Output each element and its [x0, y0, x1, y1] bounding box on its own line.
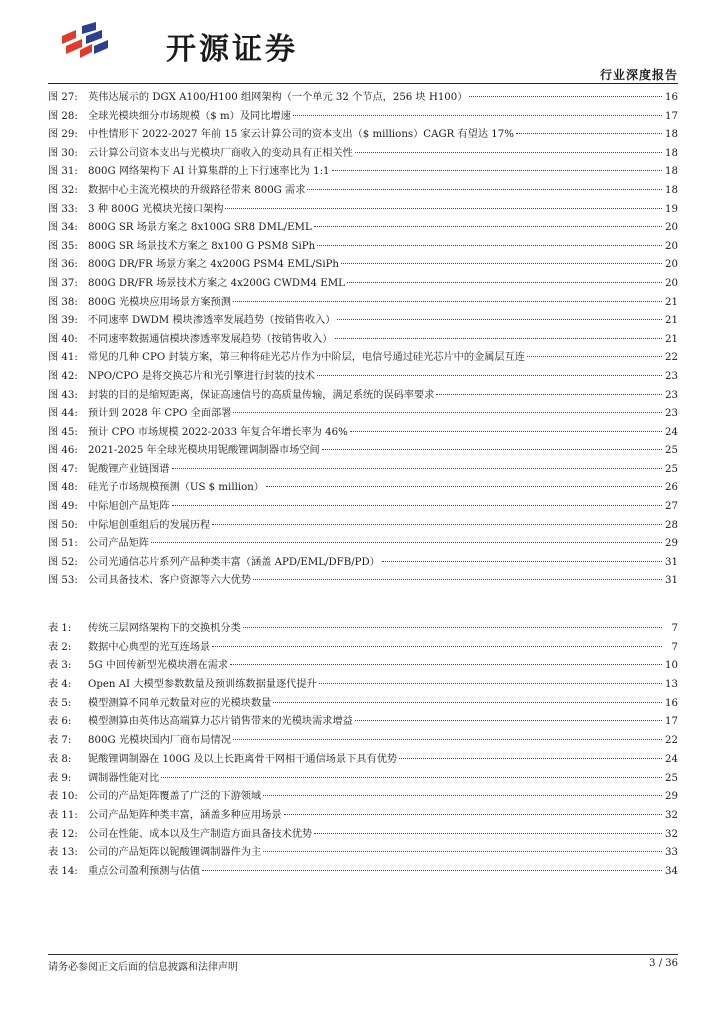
- entry-title: NPO/CPO 是将交换芯片和光引擎进行封装的技术: [88, 370, 315, 382]
- entry-page: 20: [665, 222, 678, 234]
- entry-title: 800G SR 场景技术方案之 8x100 G PSM8 SiPh: [88, 240, 316, 252]
- entry-page: 18: [665, 166, 678, 178]
- entry-number: 表 4:: [48, 679, 72, 691]
- entry-page: 18: [665, 184, 678, 196]
- entry-page: 31: [665, 556, 678, 568]
- entry-number: 图 33:: [48, 203, 78, 215]
- entry-number: 表 14:: [48, 865, 78, 877]
- entry-number: 图 38:: [48, 296, 78, 308]
- leader-dots: [202, 869, 662, 871]
- leader-dots: [293, 114, 662, 116]
- entry-title: 公司产品矩阵种类丰富，涵盖多种应用场景: [88, 809, 282, 821]
- toc-entry[interactable]: [48, 442, 678, 461]
- page-number: 3 / 36: [649, 958, 678, 969]
- toc-entry[interactable]: [48, 676, 678, 695]
- entry-page: 29: [665, 791, 678, 803]
- entry-number: 图 27:: [48, 92, 78, 103]
- toc-entry[interactable]: [48, 349, 678, 368]
- entry-title: 铌酸锂调制器在 100G 及以上长距离骨干网相干通信场景下具有优势: [88, 753, 398, 765]
- entry-page: 7: [671, 623, 678, 634]
- entry-page: 18: [665, 129, 678, 141]
- toc-entry[interactable]: [48, 498, 678, 517]
- leader-dots: [284, 813, 662, 815]
- leader-dots: [399, 757, 662, 759]
- entry-title: 800G SR 场景方案之 8x100G SR8 DML/EML: [88, 222, 312, 234]
- leader-dots: [253, 578, 662, 580]
- entry-page: 20: [665, 277, 678, 289]
- entry-page: 21: [665, 315, 678, 327]
- entry-title: 800G DR/FR 场景方案之 4x200G PSM4 EML/SiPh: [88, 259, 339, 271]
- entry-number: 图 46:: [48, 445, 78, 457]
- entry-page: 32: [665, 809, 678, 821]
- leader-dots: [230, 663, 662, 665]
- entry-number: 图 29:: [48, 129, 78, 141]
- entry-page: 25: [665, 772, 678, 784]
- toc-entry[interactable]: [48, 479, 678, 498]
- leader-dots: [527, 355, 662, 357]
- entry-page: 16: [665, 697, 678, 709]
- toc-entry[interactable]: [48, 732, 678, 751]
- toc-entry[interactable]: [48, 554, 678, 573]
- header-divider: [48, 83, 678, 84]
- entry-page: 29: [665, 538, 678, 550]
- table-list: [48, 620, 678, 882]
- toc-entry[interactable]: [48, 219, 678, 238]
- entry-title: 公司产品矩阵: [88, 538, 150, 550]
- entry-page: 10: [665, 660, 678, 672]
- entry-title: 3 种 800G 光模块光接口架构: [88, 203, 224, 215]
- entry-number: 图 37:: [48, 277, 78, 289]
- leader-dots: [350, 430, 662, 432]
- footer-divider: [48, 954, 678, 955]
- toc-entry[interactable]: [48, 620, 678, 639]
- entry-title: 800G 光模块国内厂商布局情况: [88, 735, 231, 747]
- entry-number: 图 50:: [48, 519, 78, 531]
- toc-entry[interactable]: [48, 126, 678, 145]
- entry-title: 公司在性能、成本以及生产制造方面具备技术优势: [88, 828, 313, 840]
- entry-title: 不同速率 DWDM 模块渗透率发展趋势（按销售收入）: [88, 315, 336, 327]
- leader-dots: [317, 244, 662, 246]
- entry-page: 21: [665, 296, 678, 308]
- toc-entry[interactable]: [48, 256, 678, 275]
- entry-number: 图 30:: [48, 147, 78, 159]
- leader-dots: [307, 188, 662, 190]
- leader-dots: [263, 794, 662, 796]
- entry-page: 19: [665, 203, 678, 215]
- figure-list: [48, 89, 678, 591]
- entry-page: 25: [665, 445, 678, 457]
- toc-entry[interactable]: [48, 826, 678, 845]
- entry-title: 中际旭创产品矩阵: [88, 501, 170, 513]
- entry-title: 英伟达展示的 DGX A100/H100 组网架构（一个单元 32 个节点，256 块 H100）: [88, 92, 468, 103]
- leader-dots: [314, 832, 662, 834]
- entry-page: 22: [665, 352, 678, 364]
- toc-entry[interactable]: [48, 639, 678, 658]
- toc-entry[interactable]: [48, 863, 678, 882]
- toc-entry[interactable]: [48, 331, 678, 350]
- toc-entry[interactable]: [48, 163, 678, 182]
- toc-entry[interactable]: [48, 89, 678, 108]
- toc-entry[interactable]: [48, 461, 678, 480]
- leader-dots: [273, 701, 662, 703]
- entry-title: 公司光通信芯片系列产品种类丰富（涵盖 APD/EML/DFB/PD）: [88, 556, 380, 568]
- toc-entry[interactable]: [48, 424, 678, 443]
- entry-title: 800G 光模块应用场景方案预测: [88, 296, 231, 308]
- toc-entry[interactable]: [48, 294, 678, 313]
- entry-title: 传统三层网络架构下的交换机分类: [88, 623, 241, 634]
- entry-number: 图 31:: [48, 166, 78, 178]
- entry-title: 云计算公司资本支出与光模块厂商收入的变动具有正相关性: [88, 147, 353, 159]
- entry-page: 27: [665, 501, 678, 513]
- entry-title: 800G 网络架构下 AI 计算集群的上下行速率比为 1:1: [88, 166, 330, 178]
- leader-dots: [436, 393, 662, 395]
- leader-dots: [233, 411, 662, 413]
- entry-number: 图 43:: [48, 389, 78, 401]
- leader-dots: [212, 645, 662, 647]
- entry-page: 23: [665, 408, 678, 420]
- entry-title: 预计到 2028 年 CPO 全面部署: [88, 408, 232, 420]
- entry-page: 24: [665, 426, 678, 438]
- entry-title: 5G 中回传新型光模块潜在需求: [88, 660, 229, 672]
- leader-dots: [332, 169, 663, 171]
- leader-dots: [335, 337, 663, 339]
- leader-dots: [233, 738, 662, 740]
- entry-page: 28: [665, 519, 678, 531]
- leader-dots: [212, 523, 662, 525]
- leader-dots: [172, 467, 663, 469]
- toc-entry[interactable]: [48, 405, 678, 424]
- entry-page: 26: [665, 482, 678, 494]
- entry-page: 23: [665, 389, 678, 401]
- toc-entry[interactable]: [48, 182, 678, 201]
- entry-page: 23: [665, 370, 678, 382]
- leader-dots: [233, 300, 662, 302]
- entry-page: 20: [665, 259, 678, 271]
- entry-number: 表 10:: [48, 791, 78, 803]
- logo-text: 开源证券: [166, 32, 298, 67]
- entry-number: 图 42:: [48, 370, 78, 382]
- entry-page: 32: [665, 828, 678, 840]
- entry-title: 铌酸锂产业链图谱: [88, 463, 170, 475]
- leader-dots: [266, 485, 662, 487]
- logo-icon: [62, 22, 108, 68]
- entry-title: 数据中心典型的光互连场景: [88, 641, 211, 653]
- leader-dots: [355, 719, 662, 721]
- toc-entry[interactable]: [48, 387, 678, 406]
- leader-dots: [341, 262, 662, 264]
- entry-title: 公司的产品矩阵以铌酸锂调制器件为主: [88, 847, 262, 859]
- entry-page: 34: [665, 865, 678, 877]
- entry-page: 17: [665, 110, 678, 122]
- entry-number: 图 45:: [48, 426, 78, 438]
- entry-page: 25: [665, 463, 678, 475]
- leader-dots: [172, 504, 663, 506]
- entry-number: 图 51:: [48, 538, 78, 550]
- entry-title: 预计 CPO 市场规模 2022-2033 年复合年增长率为 46%: [88, 426, 348, 438]
- entry-number: 图 47:: [48, 463, 78, 475]
- toc-entry[interactable]: [48, 368, 678, 387]
- toc-entry[interactable]: [48, 657, 678, 676]
- entry-page: 33: [665, 847, 678, 859]
- leader-dots: [337, 318, 662, 320]
- entry-page: 13: [665, 679, 678, 691]
- toc-entry[interactable]: [48, 844, 678, 863]
- entry-number: 图 53:: [48, 575, 78, 587]
- entry-title: 中性情形下 2022-2027 年前 15 家云计算公司的资本支出（$ millions）CAGR 有望达 17%: [88, 129, 514, 141]
- entry-number: 图 40:: [48, 333, 78, 345]
- toc-entry[interactable]: [48, 807, 678, 826]
- entry-title: 800G DR/FR 场景技术方案之 4x200G CWDM4 EML: [88, 277, 345, 289]
- entry-number: 图 39:: [48, 315, 78, 327]
- entry-number: 图 28:: [48, 110, 78, 122]
- entry-number: 表 3:: [48, 660, 72, 672]
- entry-number: 表 6:: [48, 716, 72, 728]
- entry-number: 图 44:: [48, 408, 78, 420]
- leader-dots: [516, 132, 662, 134]
- entry-title: 模型测算由英伟达高端算力芯片销售带来的光模块需求增益: [88, 716, 353, 728]
- toc-entry[interactable]: [48, 201, 678, 220]
- entry-title: 重点公司盈利预测与估值: [88, 865, 201, 877]
- toc-entry[interactable]: [48, 695, 678, 714]
- entry-page: 31: [665, 575, 678, 587]
- leader-dots: [382, 560, 662, 562]
- entry-page: 20: [665, 240, 678, 252]
- leader-dots: [347, 281, 662, 283]
- entry-number: 图 35:: [48, 240, 78, 252]
- toc-entry[interactable]: [48, 275, 678, 294]
- leader-dots: [151, 541, 662, 543]
- leader-dots: [469, 95, 662, 97]
- leader-dots: [317, 374, 662, 376]
- page-header: [48, 18, 678, 88]
- entry-number: 表 13:: [48, 847, 78, 859]
- entry-page: 21: [665, 333, 678, 345]
- entry-title: 不同速率数据通信模块渗透率发展趋势（按销售收入）: [88, 333, 333, 345]
- toc-entry[interactable]: [48, 535, 678, 554]
- entry-number: 图 52:: [48, 556, 78, 568]
- entry-title: 模型测算不同单元数量对应的光模块数量: [88, 697, 272, 709]
- entry-title: 封装的目的是缩短距离，保证高速信号的高质量传输，满足系统的误码率要求: [88, 389, 435, 401]
- toc-entry[interactable]: [48, 108, 678, 127]
- entry-page: 24: [665, 753, 678, 765]
- entry-title: 2021-2025 年全球光模块用铌酸锂调制器市场空间: [88, 445, 320, 457]
- leader-dots: [355, 151, 662, 153]
- entry-page: 17: [665, 716, 678, 728]
- entry-number: 表 12:: [48, 828, 78, 840]
- leader-dots: [225, 207, 662, 209]
- entry-title: 数据中心主流光模块的升级路径带来 800G 需求: [88, 184, 306, 196]
- entry-page: 7: [671, 641, 678, 653]
- entry-title: 调制器性能对比: [88, 772, 160, 784]
- footer-disclaimer: 请务必参阅正文后面的信息披露和法律声明: [48, 962, 238, 973]
- toc-entry[interactable]: [48, 788, 678, 807]
- leader-dots: [243, 626, 662, 628]
- entry-number: 表 8:: [48, 753, 72, 765]
- toc-entry[interactable]: [48, 751, 678, 770]
- entry-title: 公司具备技术、客户资源等六大优势: [88, 575, 251, 587]
- leader-dots: [319, 682, 662, 684]
- entry-number: 图 34:: [48, 222, 78, 234]
- entry-number: 表 1:: [48, 623, 72, 634]
- entry-number: 表 2:: [48, 641, 72, 653]
- entry-title: 常见的几种 CPO 封装方案，第三种将硅光芯片作为中阶层，电信号通过硅光芯片中的金属层互连: [88, 352, 525, 364]
- leader-dots: [263, 850, 662, 852]
- toc-entry[interactable]: [48, 517, 678, 536]
- toc-entry[interactable]: [48, 713, 678, 732]
- toc-entry[interactable]: [48, 770, 678, 789]
- leader-dots: [314, 225, 662, 227]
- entry-number: 表 5:: [48, 697, 72, 709]
- entry-number: 图 48:: [48, 482, 78, 494]
- toc-entry[interactable]: [48, 572, 678, 591]
- entry-title: 中际旭创重组后的发展历程: [88, 519, 211, 531]
- report-type-label: 行业深度报告: [599, 68, 678, 82]
- entry-page: 16: [665, 92, 678, 103]
- entry-title: Open AI 大模型参数数量及预训练数据量逐代提升: [88, 679, 317, 691]
- entry-number: 图 41:: [48, 352, 78, 364]
- entry-title: 公司的产品矩阵覆盖了广泛的下游领域: [88, 791, 262, 803]
- entry-title: 硅光子市场规模预测（US $ million）: [88, 482, 264, 494]
- entry-page: 22: [665, 735, 678, 747]
- entry-title: 全球光模块细分市场规模（$ m）及同比增速: [88, 110, 291, 122]
- entry-number: 表 9:: [48, 772, 72, 784]
- toc-entry[interactable]: [48, 145, 678, 164]
- entry-page: 18: [665, 147, 678, 159]
- entry-number: 表 11:: [48, 809, 78, 821]
- leader-dots: [322, 448, 662, 450]
- entry-number: 图 36:: [48, 259, 78, 271]
- toc-entry[interactable]: [48, 238, 678, 257]
- entry-number: 图 49:: [48, 501, 78, 513]
- entry-number: 表 7:: [48, 735, 72, 747]
- leader-dots: [161, 776, 662, 778]
- entry-number: 图 32:: [48, 184, 78, 196]
- toc-entry[interactable]: [48, 312, 678, 331]
